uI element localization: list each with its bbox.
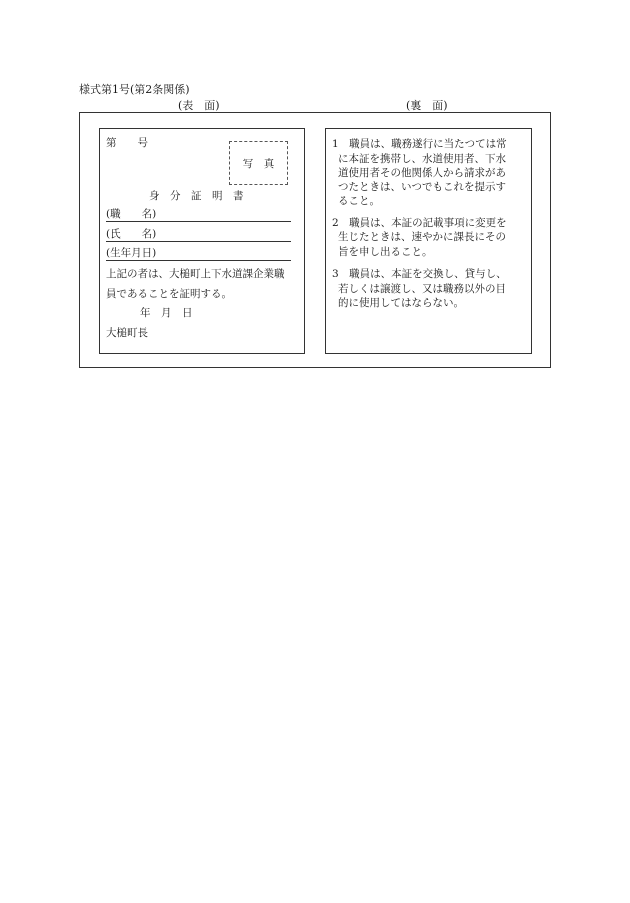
- back-item-1-line: 道使用者その他関係人から請求があ: [338, 167, 506, 179]
- back-item-2-line: 旨を申し出ること。: [338, 246, 433, 258]
- back-item-2-line: 生じたときは、速やかに課長にその: [338, 231, 506, 243]
- back-item-1-line: に本証を携帯し、水道使用者、下水: [338, 153, 506, 165]
- back-item-1-line: ること。: [338, 195, 380, 207]
- certification-text-line: 上記の者は、大槌町上下水道課企業職: [106, 268, 285, 280]
- photo-label: 写 真: [242, 157, 275, 170]
- job-title-field: (職 名): [106, 207, 291, 222]
- back-item-3-line: 的に使用してはならない。: [338, 297, 464, 309]
- back-item-1-line: 1 職員は、職務遂行に当たつては常: [332, 138, 507, 150]
- form-title: 様式第1号(第2条関係): [79, 83, 190, 96]
- back-item-3-line: 3 職員は、本証を交換し、貸与し、: [332, 268, 507, 280]
- back-side-label: (裏 面): [406, 99, 448, 112]
- card-number-label: 第 号: [106, 137, 148, 149]
- name-field: (氏 名): [106, 227, 291, 242]
- back-item-1-line: つたときは、いつでもこれを提示す: [338, 181, 506, 193]
- front-side-label: (表 面): [178, 99, 220, 112]
- issue-date-line: 年 月 日: [140, 307, 193, 319]
- back-item-3-line: 若しくは譲渡し、又は職務以外の目: [338, 283, 506, 295]
- document-title: 身 分 証 明 書: [149, 190, 244, 202]
- certification-text-line: 員であることを証明する。: [106, 288, 232, 300]
- birthdate-field: (生年月日): [106, 246, 291, 261]
- back-item-2-line: 2 職員は、本証の記載事項に変更を: [332, 217, 507, 229]
- photo-placeholder: [229, 141, 288, 185]
- issuer-name: 大槌町長: [106, 327, 148, 339]
